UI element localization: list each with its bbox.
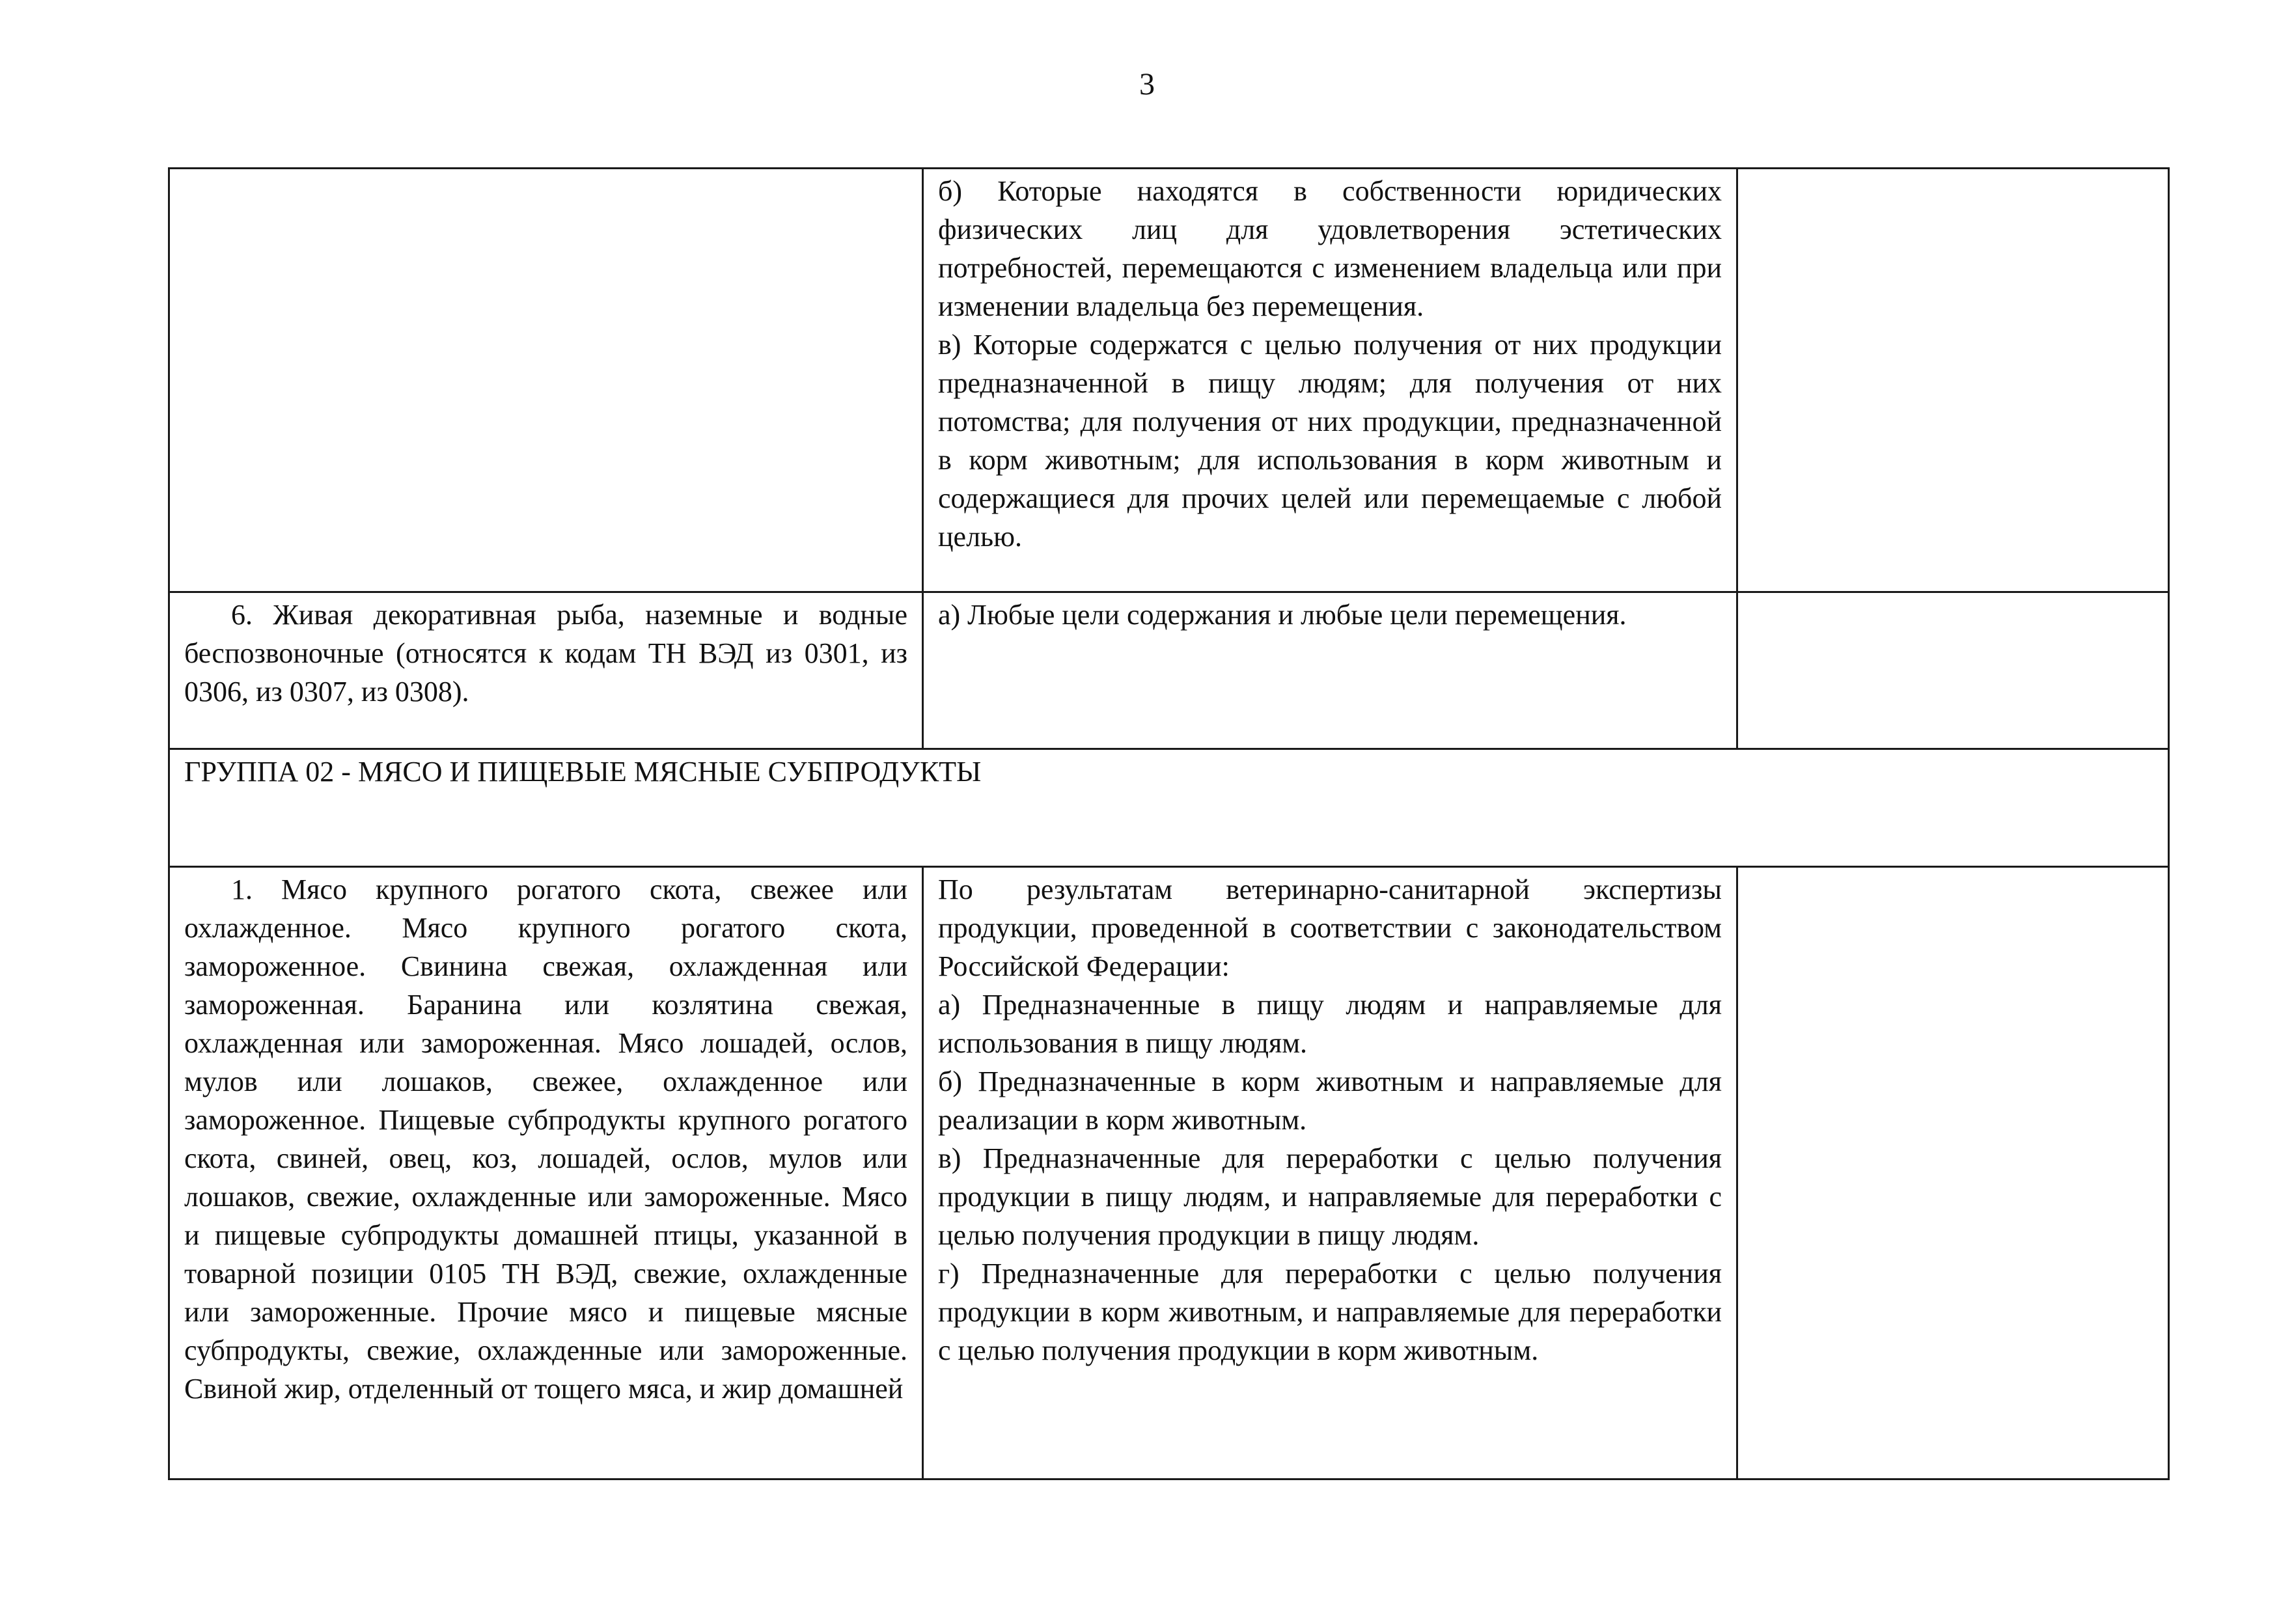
conditions-cell <box>923 592 1737 749</box>
notes-cell <box>1737 592 2169 749</box>
product-cell <box>169 592 923 749</box>
notes-cell <box>1737 867 2169 1479</box>
product-description: 6. Живая декоративная рыба, наземные и водные беспозвоночные (относятся к кодам ТН ВЭД из 0301, из 0306, из 0307, из 0308). <box>184 599 907 708</box>
product-description: 1. Мясо крупного рогатого скота, свежее или охлажденное. Мясо крупного рогатого скота, замороженное. Свинина свежая, охлажденная или замороженная. Баранина или козлятина свежая, охлажденная или замороженная. Мясо лошадей, ослов, мулов или лошаков, свежее, охлажденное или замороженное. Пищевые субпродукты крупного рогатого скота, свиней, овец, коз, лошадей, ослов, мулов или лошаков, свежие, охлажденные или замороженные. Мясо и пищевые субпродукты домашней птицы, указанной в товарной позиции 0105 ТН ВЭД, свежие, охлажденные или замороженные. Прочие мясо и пищевые мясные субпродукты, свежие, охлажденные или замороженные. Свиной жир, отделенный от тощего мяса, и жир домашней <box>184 874 907 1405</box>
condition-item: а) Любые цели содержания и любые цели перемещения. <box>938 599 1627 631</box>
conditions-intro: По результатам ветеринарно-санитарной экспертизы продукции, проведенной в соответствии с законодательством Российской Федерации: <box>938 874 1722 982</box>
product-cell <box>169 867 923 1479</box>
group-header: ГРУППА 02 - МЯСО И ПИЩЕВЫЕ МЯСНЫЕ СУБПРОДУКТЫ <box>169 749 2169 867</box>
condition-item: б) Предназначенные в корм животным и направляемые для реализации в корм животным. <box>938 1066 1722 1136</box>
regulation-table <box>168 167 2170 1480</box>
product-cell <box>169 169 923 592</box>
condition-item: в) Предназначенные для переработки с целью получения продукции в пищу людям, и направляемые для переработки с целью получения продукции в пищу людям. <box>938 1142 1722 1251</box>
table-row <box>169 867 2169 1479</box>
conditions-cell <box>923 867 1737 1479</box>
condition-item: в) Которые содержатся с целью получения от них продукции предназначенной в пищу людям; для получения от них потомства; для получения от них продукции, предназначенной в корм животным; для использования в корм животным и содержащиеся для прочих целей или перемещаемые с любой целью. <box>938 329 1722 553</box>
conditions-cell <box>923 169 1737 592</box>
group-header-row <box>169 749 2169 867</box>
notes-cell <box>1737 169 2169 592</box>
page-number: 3 <box>1139 67 1155 102</box>
condition-item: г) Предназначенные для переработки с целью получения продукции в корм животным, и направляемые для переработки с целью получения продукции в корм животным. <box>938 1258 1722 1366</box>
table-row <box>169 592 2169 749</box>
table-row <box>169 169 2169 592</box>
condition-item: б) Которые находятся в собственности юридических физических лиц для удовлетворения эстетических потребностей, перемещаются с изменением владельца или при изменении владельца без перемещения. <box>938 175 1722 322</box>
condition-item: а) Предназначенные в пищу людям и направляемые для использования в пищу людям. <box>938 989 1722 1059</box>
